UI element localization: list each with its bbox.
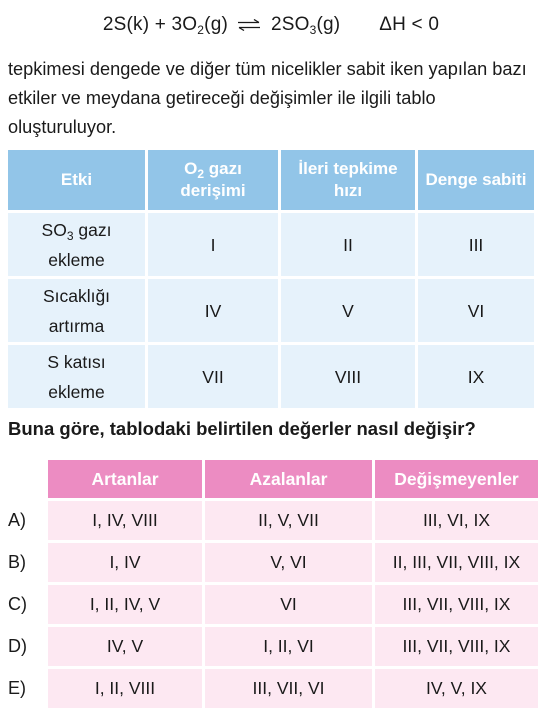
artanlar-cell: I, IV, VIII: [47, 500, 204, 542]
table-row: [8, 278, 534, 344]
header-equilibrium-constant: Denge sabiti: [417, 150, 535, 212]
azalanlar-cell: II, V, VII: [204, 500, 374, 542]
option-label[interactable]: A): [8, 500, 47, 542]
azalanlar-cell: VI: [204, 584, 374, 626]
degismeyenler-cell: III, VII, VIII, IX: [374, 584, 539, 626]
artanlar-cell: IV, V: [47, 626, 204, 668]
reaction-equation: [0, 14, 542, 36]
option-label[interactable]: C): [8, 584, 47, 626]
degismeyenler-cell: IV, V, IX: [374, 668, 539, 709]
value-cell: VIII: [280, 344, 417, 409]
value-cell: V: [280, 278, 417, 344]
value-cell: VI: [417, 278, 535, 344]
value-cell: VII: [147, 344, 280, 409]
option-row-c[interactable]: [8, 584, 538, 626]
effect-cell: $SO_3$ gazı ekleme: [8, 212, 147, 278]
value-cell: I: [147, 212, 280, 278]
header-degismeyenler: Değişmeyenler: [374, 460, 539, 500]
header-artanlar: Artanlar: [47, 460, 204, 500]
option-row-e[interactable]: [8, 668, 538, 709]
header-etki: Etki: [8, 150, 147, 212]
azalanlar-cell: V, VI: [204, 542, 374, 584]
value-cell: III: [417, 212, 535, 278]
table-row: [8, 212, 534, 278]
degismeyenler-cell: II, III, VII, VIII, IX: [374, 542, 539, 584]
option-label[interactable]: B): [8, 542, 47, 584]
option-row-d[interactable]: [8, 626, 538, 668]
blank-header: [8, 460, 47, 500]
effects-table-header: [8, 150, 534, 212]
products-state: (g): [316, 14, 341, 35]
enthalpy-change: ΔH < 0: [379, 14, 440, 35]
effects-table: [8, 150, 534, 408]
value-cell: IX: [417, 344, 535, 409]
option-label[interactable]: D): [8, 626, 47, 668]
answer-table-header: [8, 460, 538, 500]
effect-cell: Sıcaklığı artırma: [8, 278, 147, 344]
reactants-text: 2S(k) + 3O: [102, 14, 198, 35]
option-label[interactable]: E): [8, 668, 47, 709]
value-cell: IV: [147, 278, 280, 344]
intro-paragraph: tepkimesi dengede ve diğer tüm nicelikler sabit iken yapılan bazı etkiler ve meydana getireceği değişimler ile ilgili tablo oluşturuluyor.: [8, 59, 527, 137]
artanlar-cell: I, II, IV, V: [47, 584, 204, 626]
azalanlar-cell: I, II, VI: [204, 626, 374, 668]
artanlar-cell: I, II, VIII: [47, 668, 204, 709]
equilibrium-arrow-icon: [237, 19, 261, 31]
value-cell: II: [280, 212, 417, 278]
option-row-a[interactable]: [8, 500, 538, 542]
header-forward-rate: İleri tepkime hızı: [280, 150, 417, 212]
o2-subscript: 2: [197, 23, 205, 37]
degismeyenler-cell: III, VI, IX: [374, 500, 539, 542]
table-row: [8, 344, 534, 409]
artanlar-cell: I, IV: [47, 542, 204, 584]
degismeyenler-cell: III, VII, VIII, IX: [374, 626, 539, 668]
reactants-state: (g): [204, 14, 228, 35]
option-row-b[interactable]: [8, 542, 538, 584]
products-text: 2SO: [270, 14, 310, 35]
header-azalanlar: Azalanlar: [204, 460, 374, 500]
answer-options-table: [8, 460, 538, 708]
header-o2-concentration: $O_2$ gazı derişimi: [147, 150, 280, 212]
question-text: Buna göre, tablodaki belirtilen değerler nasıl değişir?: [8, 418, 476, 439]
so3-subscript: 3: [309, 23, 317, 37]
effect-cell: S katısı ekleme: [8, 344, 147, 409]
azalanlar-cell: III, VII, VI: [204, 668, 374, 709]
